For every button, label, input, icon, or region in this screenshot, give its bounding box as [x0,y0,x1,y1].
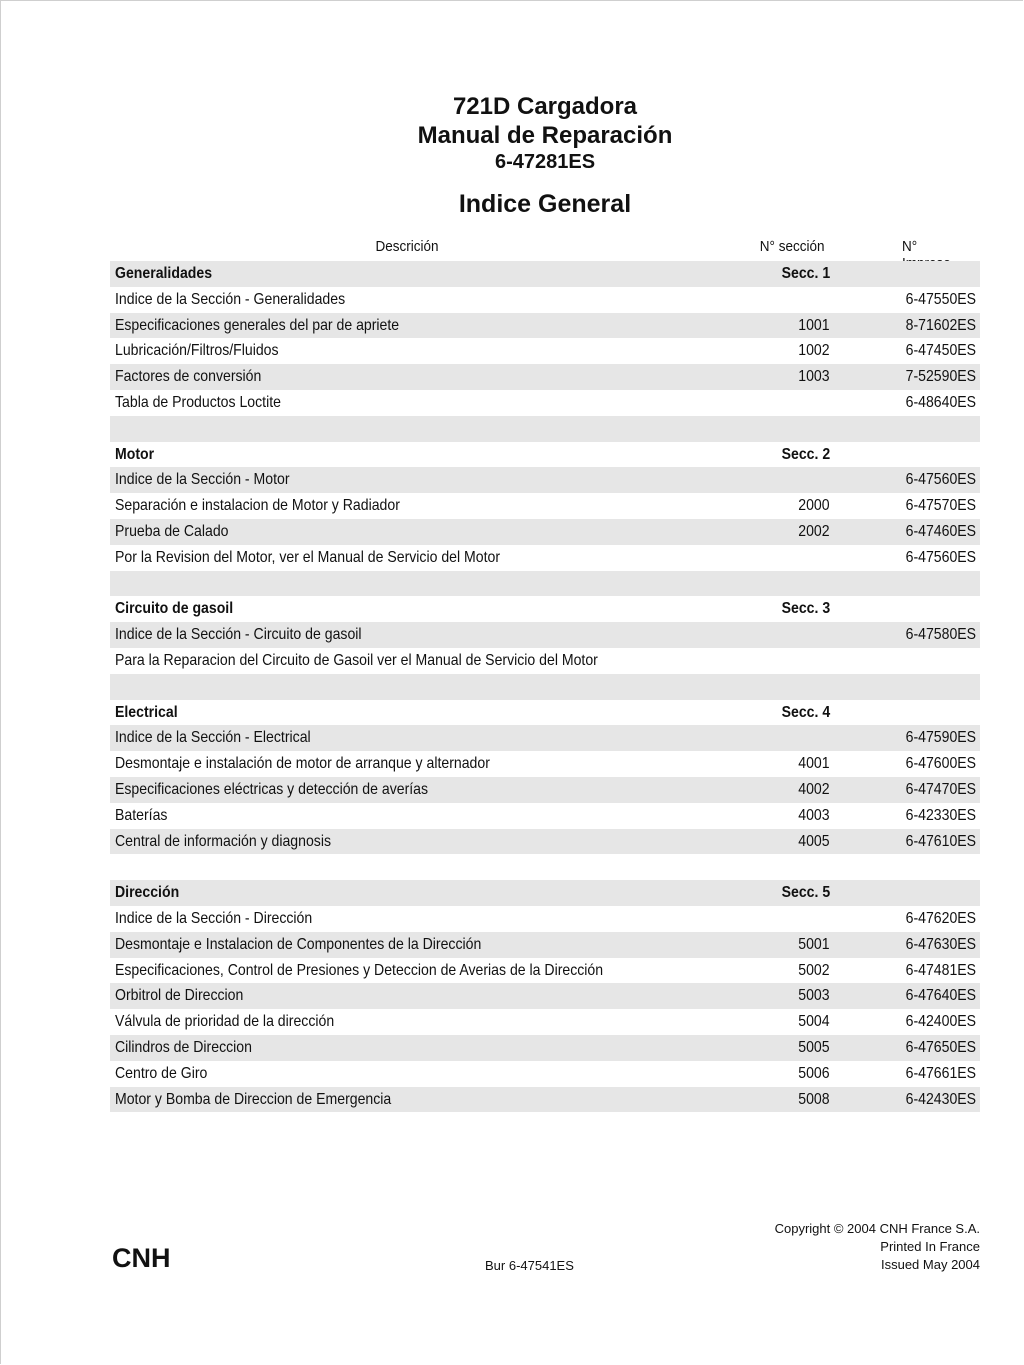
table-row [110,725,980,751]
row-print-number: 6-47661ES [905,1064,976,1082]
table-row [110,519,980,545]
row-print-number: 6-47650ES [905,1038,976,1056]
row-description: Especificaciones eléctricas y detección de averías [115,780,429,798]
section-header-row [110,261,980,287]
column-header-section: N° sección [759,238,825,255]
row-section-number: Secc. 3 [781,600,830,618]
row-description: Especificaciones generales del par de apriete [115,316,400,334]
table-row [110,1035,980,1061]
table-row [110,338,980,364]
row-print-number: 6-47610ES [905,832,976,850]
row-description: Baterías [115,806,168,824]
row-description: Dirección [115,884,180,902]
table-row [110,751,980,777]
table-row [110,906,980,932]
table-row [110,287,980,313]
table-row [110,958,980,984]
row-section-number: 4005 [798,832,830,850]
row-section-number: 4002 [798,780,830,798]
row-print-number: 6-47640ES [905,987,976,1005]
table-row [110,493,980,519]
spacer-row [110,854,980,880]
row-section-number: 5005 [798,1038,830,1056]
row-print-number: 6-47460ES [905,522,976,540]
section-header-row [110,596,980,622]
row-section-number: 5002 [798,961,830,979]
table-row [110,622,980,648]
row-print-number: 7-52590ES [905,368,976,386]
row-section-number: 4001 [798,755,830,773]
row-description: Para la Reparacion del Circuito de Gasoil ver el Manual de Servicio del Motor [115,651,598,669]
table-row [110,467,980,493]
table-of-contents [110,261,980,1112]
row-section-number: 5006 [798,1064,830,1082]
row-description: Motor y Bomba de Direccion de Emergencia [115,1090,392,1108]
row-description: Circuito de gasoil [115,600,234,618]
column-headers [110,238,918,260]
row-description: Válvula de prioridad de la dirección [115,1013,335,1031]
spacer-row [110,571,980,597]
row-print-number: 6-47550ES [905,290,976,308]
table-row [110,983,980,1009]
cnh-logo: CNH [112,1243,171,1273]
row-section-number: Secc. 5 [781,884,830,902]
row-description: Centro de Giro [115,1064,208,1082]
table-row [110,777,980,803]
row-description: Factores de conversión [115,368,262,386]
issued-text: Issued May 2004 [880,1257,980,1272]
row-section-number: 5008 [798,1090,830,1108]
section-header-row [110,442,980,468]
table-row [110,648,980,674]
row-print-number: 6-47600ES [905,755,976,773]
row-description: Motor [115,445,155,463]
index-title: Indice General [458,190,632,218]
printed-text: Printed In France [880,1239,980,1254]
row-section-number: Secc. 4 [781,703,830,721]
row-section-number: 2002 [798,522,830,540]
row-print-number: 6-42430ES [905,1090,976,1108]
table-row [110,313,980,339]
row-description: Especificaciones, Control de Presiones y Deteccion de Averias de la Dirección [115,961,604,979]
row-print-number: 8-71602ES [905,316,976,334]
column-header-description: Descrición [375,238,439,255]
document-subtitle: Manual de Reparación [417,122,673,149]
row-description: Central de información y diagnosis [115,832,332,850]
footer-reference: Bur 6-47541ES [485,1258,574,1273]
row-print-number: 6-47560ES [905,471,976,489]
table-row [110,932,980,958]
document-code: 6-47281ES [494,151,596,173]
row-description: Orbitrol de Direccion [115,987,244,1005]
spacer-row [110,416,980,442]
table-row [110,803,980,829]
row-description: Cilindros de Direccion [115,1038,252,1056]
row-description: Lubricación/Filtros/Fluidos [115,342,279,360]
row-description: Separación e instalacion de Motor y Radiador [115,497,400,515]
row-section-number: Secc. 1 [781,265,830,282]
row-print-number: 6-47481ES [905,961,976,979]
row-section-number: 5001 [798,935,830,953]
row-description: Electrical [115,703,178,721]
row-description: Por la Revision del Motor, ver el Manual de Servicio del Motor [115,548,501,566]
row-section-number: 5003 [798,987,830,1005]
copyright-text: Copyright © 2004 CNH France S.A. [774,1221,980,1236]
table-row [110,1009,980,1035]
row-print-number: 6-48640ES [905,393,976,411]
section-header-row [110,700,980,726]
row-print-number: 6-47590ES [905,729,976,747]
row-print-number: 6-42330ES [905,806,976,824]
row-section-number: 1002 [798,342,830,360]
row-description: Indice de la Sección - Generalidades [115,290,346,308]
row-print-number: 6-47630ES [905,935,976,953]
spacer-row [110,674,980,700]
table-row [110,364,980,390]
table-row [110,1061,980,1087]
row-print-number: 6-47560ES [905,548,976,566]
title-block [0,92,1024,175]
row-print-number: 6-47470ES [905,780,976,798]
row-description: Desmontaje e instalación de motor de arranque y alternador [115,755,490,773]
row-print-number: 6-47580ES [905,626,976,644]
row-section-number: 1003 [798,368,830,386]
column-header-print: N° [902,238,918,255]
row-description: Indice de la Sección - Circuito de gasoil [115,626,362,644]
row-description: Indice de la Sección - Dirección [115,909,313,927]
row-description: Desmontaje e Instalacion de Componentes de la Dirección [115,935,482,953]
row-section-number: 5004 [798,1013,830,1031]
table-row [110,1087,980,1113]
row-section-number: Secc. 2 [781,445,830,463]
footer-copyright-block [775,1220,980,1274]
row-section-number: 2000 [798,497,830,515]
row-print-number: 6-42400ES [905,1013,976,1031]
row-print-number: 6-47620ES [905,909,976,927]
row-description: Tabla de Productos Loctite [115,393,281,411]
row-description: Generalidades [115,265,213,282]
row-description: Indice de la Sección - Motor [115,471,290,489]
row-description: Prueba de Calado [115,522,229,540]
row-section-number: 4003 [798,806,830,824]
document-title: 721D Cargadora [452,93,638,120]
table-row [110,390,980,416]
row-print-number: 6-47450ES [905,342,976,360]
section-header-row [110,880,980,906]
row-section-number: 1001 [798,316,830,334]
table-row [110,829,980,855]
row-description: Indice de la Sección - Electrical [115,729,311,747]
table-row [110,545,980,571]
row-print-number: 6-47570ES [905,497,976,515]
